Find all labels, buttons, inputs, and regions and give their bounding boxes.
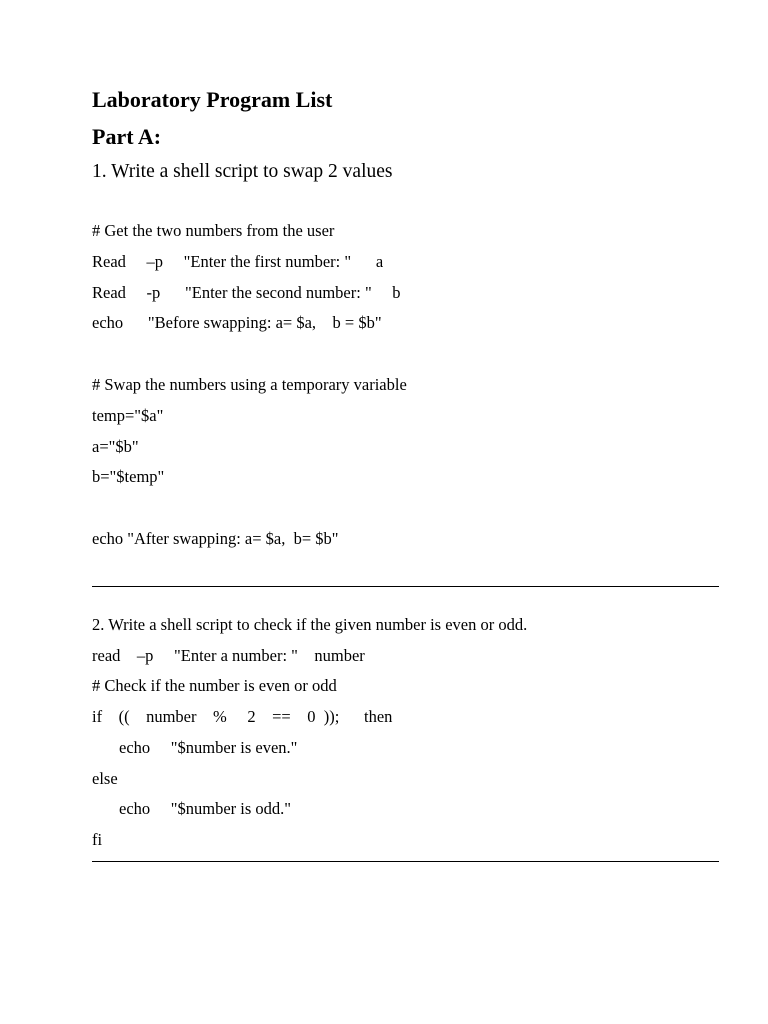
code-line: echo "$number is even."	[119, 738, 298, 757]
program-2-heading: 2. Write a shell script to check if the given number is even or odd.	[92, 615, 528, 634]
part-heading: Part A:	[92, 124, 162, 149]
code-line: echo "$number is odd."	[119, 799, 292, 818]
document-title: Laboratory Program List	[92, 87, 333, 112]
code-line: echo "After swapping: a= $a, b= $b"	[92, 529, 339, 548]
code-line: Read -p "Enter the second number: " b	[92, 283, 401, 302]
code-line: b="$temp"	[92, 467, 165, 486]
code-line: temp="$a"	[92, 406, 164, 425]
code-line: fi	[92, 830, 103, 849]
code-line: if (( number % 2 == 0 )); then	[92, 707, 393, 726]
code-comment: # Check if the number is even or odd	[92, 676, 337, 695]
code-line: echo "Before swapping: a= $a, b = $b"	[92, 313, 382, 332]
code-line: a="$b"	[92, 437, 139, 456]
code-line: Read –p "Enter the first number: " a	[92, 252, 384, 271]
code-line: else	[92, 769, 118, 788]
code-line: read –p "Enter a number: " number	[92, 646, 365, 665]
section-divider	[92, 586, 719, 587]
section-divider	[92, 861, 719, 862]
program-1-heading: 1. Write a shell script to swap 2 values	[92, 161, 393, 182]
code-comment: # Get the two numbers from the user	[92, 221, 335, 240]
code-comment: # Swap the numbers using a temporary variable	[92, 375, 407, 394]
